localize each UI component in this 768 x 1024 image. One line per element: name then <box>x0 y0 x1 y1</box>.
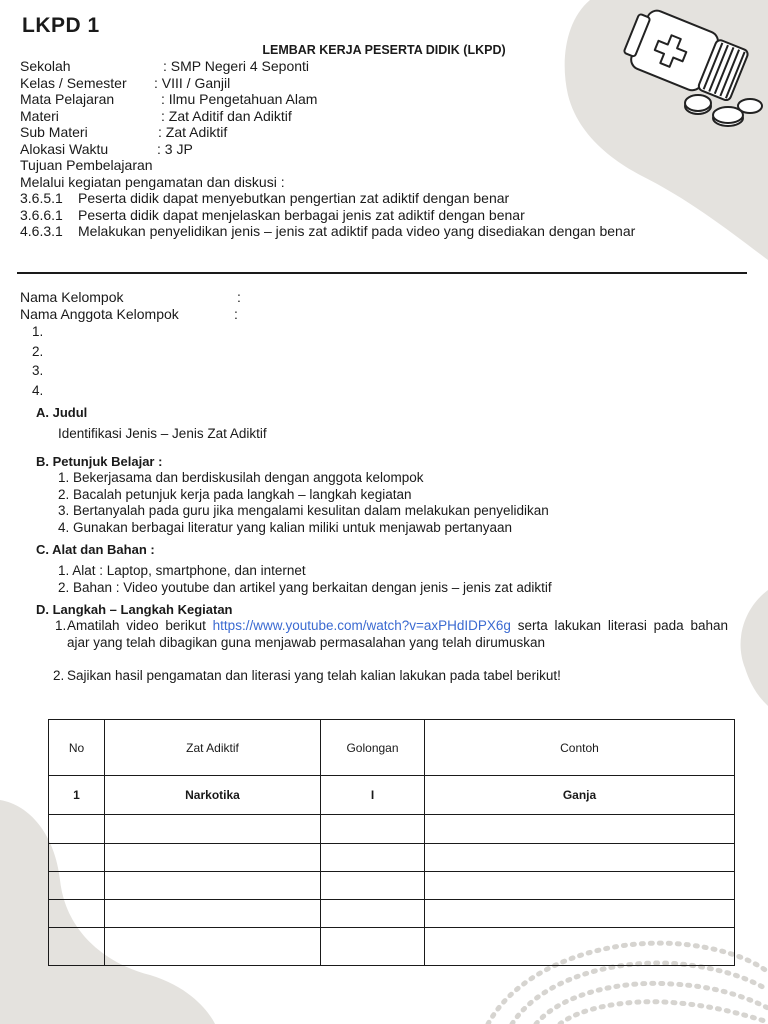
group-name-colon: : <box>237 289 241 305</box>
table-cell[interactable] <box>49 928 105 966</box>
table-row <box>49 815 735 844</box>
step-1-before: Amatilah video berikut <box>67 618 213 633</box>
table-header-row <box>49 720 735 776</box>
material-item: 1. Alat : Laptop, smartphone, dan internet <box>58 563 306 578</box>
table-header-cell: Zat Adiktif <box>105 720 321 776</box>
objective-text: Peserta didik dapat menjelaskan berbagai jenis zat adiktif dengan benar <box>78 206 525 223</box>
info-label: Sekolah <box>20 58 71 74</box>
info-label: Kelas / Semester <box>20 74 127 91</box>
table-header-cell: No <box>49 720 105 776</box>
info-value: : SMP Negeri 4 Seponti <box>163 58 310 74</box>
info-row-sekolah <box>20 58 690 75</box>
table-cell[interactable] <box>105 872 321 900</box>
table-cell[interactable] <box>321 900 425 928</box>
group-name-row <box>20 289 241 306</box>
table-cell[interactable] <box>49 900 105 928</box>
instruction-item: 1. Bekerjasama dan berdiskusilah dengan anggota kelompok <box>58 470 424 485</box>
info-value: : 3 JP <box>157 140 193 157</box>
table-cell[interactable] <box>425 900 735 928</box>
section-a-text: Identifikasi Jenis – Jenis Zat Adiktif <box>58 426 267 441</box>
table-row <box>49 844 735 872</box>
section-c-list <box>58 563 552 596</box>
info-value: : VIII / Ganjil <box>154 74 231 91</box>
info-row-mapel <box>20 91 690 108</box>
table-cell: Ganja <box>425 776 735 815</box>
table-cell[interactable] <box>49 844 105 872</box>
info-label: Materi <box>20 107 59 124</box>
table-cell: I <box>321 776 425 815</box>
info-row-materi <box>20 108 690 125</box>
objective-number: 3.6.5.1 <box>20 190 63 206</box>
info-row-kelas <box>20 75 690 92</box>
table-cell[interactable] <box>105 815 321 844</box>
objective-number: 3.6.6.1 <box>20 206 63 223</box>
objective-text: Melakukan penyelidikan jenis – jenis zat adiktif pada video yang disediakan dengan benar <box>78 223 636 239</box>
objective-number: 4.6.3.1 <box>20 223 63 239</box>
step-number: 2. <box>53 668 65 683</box>
table-cell[interactable] <box>321 844 425 872</box>
step-2-text: Sajikan hasil pengamatan dan literasi yang telah kalian lakukan pada tabel berikut! <box>67 668 561 683</box>
table-cell[interactable] <box>49 815 105 844</box>
member-item: 1. <box>32 324 44 339</box>
observation-table <box>48 719 735 966</box>
table-cell[interactable] <box>321 872 425 900</box>
table-cell[interactable] <box>425 815 735 844</box>
member-item: 3. <box>32 363 44 378</box>
step-1-text <box>67 618 728 651</box>
member-item: 4. <box>32 382 44 398</box>
objectives-heading: Tujuan Pembelajaran <box>20 157 153 173</box>
table-cell[interactable] <box>425 844 735 872</box>
info-label: Sub Materi <box>20 124 88 140</box>
table-cell: Narkotika <box>105 776 321 815</box>
member-list <box>32 322 43 400</box>
group-members-label: Nama Anggota Kelompok <box>20 305 179 322</box>
table-cell[interactable] <box>425 928 735 966</box>
objective-item <box>20 207 690 224</box>
table-cell[interactable] <box>105 844 321 872</box>
table-cell[interactable] <box>321 815 425 844</box>
info-value: : Ilmu Pengetahuan Alam <box>161 91 318 107</box>
table-row <box>49 776 735 815</box>
info-row-alokasi <box>20 141 690 158</box>
document-title: LEMBAR KERJA PESERTA DIDIK (LKPD) <box>262 43 506 57</box>
section-d-heading: D. Langkah – Langkah Kegiatan <box>36 602 233 617</box>
info-value: : Zat Aditif dan Adiktif <box>161 107 292 124</box>
objective-text: Peserta didik dapat menyebutkan pengertian zat adiktif dengan benar <box>78 190 510 206</box>
section-b-heading: B. Petunjuk Belajar : <box>36 454 163 469</box>
info-row-submateri <box>20 124 690 141</box>
table-row <box>49 872 735 900</box>
section-b-list <box>58 470 549 536</box>
divider-line <box>17 272 747 274</box>
table-header-cell: Contoh <box>425 720 735 776</box>
identity-block <box>20 58 690 240</box>
section-a-heading: A. Judul <box>36 405 88 420</box>
group-members-row <box>20 306 241 323</box>
group-members-colon: : <box>234 305 238 322</box>
table-cell[interactable] <box>321 928 425 966</box>
objective-item <box>20 223 690 240</box>
table-cell: 1 <box>49 776 105 815</box>
youtube-link[interactable]: https://www.youtube.com/watch?v=axPHdIDPX6g <box>212 618 511 633</box>
table-cell[interactable] <box>425 872 735 900</box>
instruction-item: 3. Bertanyalah pada guru jika mengalami kesulitan dalam melakukan penyelidikan <box>58 503 549 518</box>
objective-item <box>20 190 690 207</box>
member-item: 2. <box>32 343 44 359</box>
info-label: Alokasi Waktu <box>20 140 109 157</box>
section-c-heading: C. Alat dan Bahan : <box>36 542 155 557</box>
table-cell[interactable] <box>105 928 321 966</box>
table-row <box>49 928 735 966</box>
group-info <box>20 289 241 322</box>
objectives-intro: Melalui kegiatan pengamatan dan diskusi : <box>20 173 285 190</box>
group-name-label: Nama Kelompok <box>20 289 124 305</box>
table-row <box>49 900 735 928</box>
instruction-item: 2. Bacalah petunjuk kerja pada langkah – langkah kegiatan <box>58 486 412 502</box>
info-label: Mata Pelajaran <box>20 91 115 107</box>
table-cell[interactable] <box>105 900 321 928</box>
step-1-after: serta lakukan literasi pada bahan ajar yang telah dibagikan guna menjawab permasalahan yang telah dirumuskan <box>67 618 728 650</box>
logo-title: LKPD 1 <box>22 14 100 37</box>
info-value: : Zat Adiktif <box>158 124 228 140</box>
step-number: 1. <box>55 618 67 633</box>
material-item: 2. Bahan : Video youtube dan artikel yang berkaitan dengan jenis – jenis zat adiktif <box>58 579 552 595</box>
instruction-item: 4. Gunakan berbagai literatur yang kalian miliki untuk menjawab pertanyaan <box>58 519 513 535</box>
table-header-cell: Golongan <box>321 720 425 776</box>
table-cell[interactable] <box>49 872 105 900</box>
